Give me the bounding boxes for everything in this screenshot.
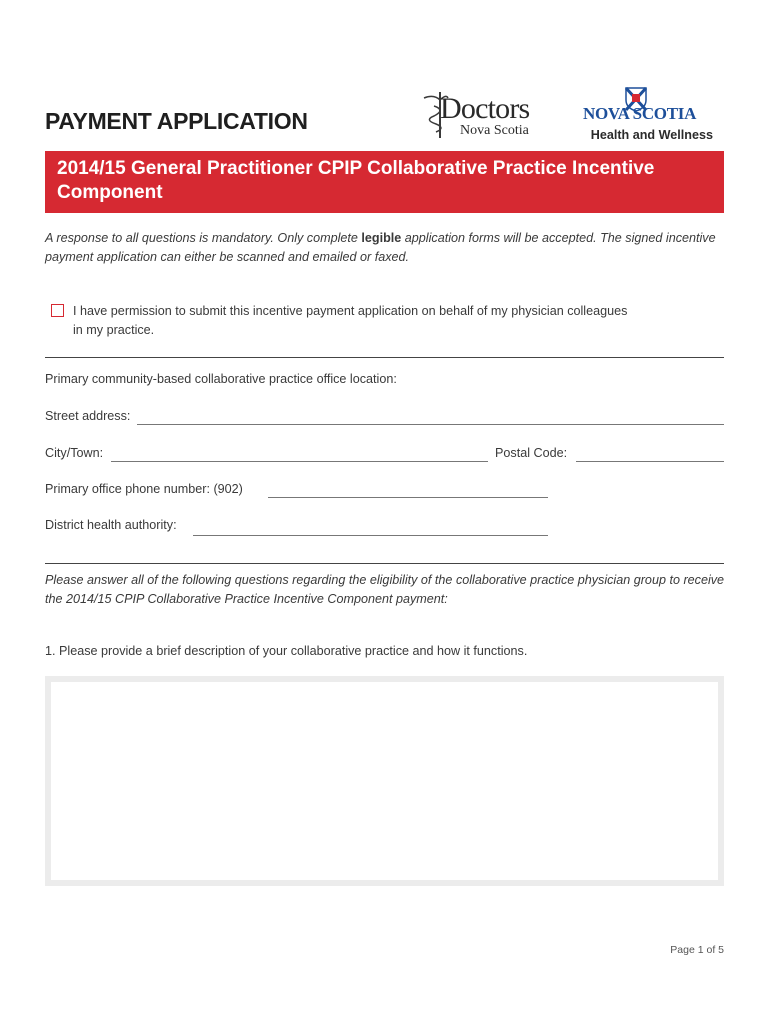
postal-code-label: Postal Code: bbox=[495, 446, 568, 460]
office-phone-field[interactable] bbox=[268, 497, 548, 498]
district-health-authority-field[interactable] bbox=[193, 535, 548, 536]
form-title: 2014/15 General Practitioner CPIP Collaborative Practice Incentive Component bbox=[57, 158, 655, 203]
instructions-text bbox=[45, 229, 730, 267]
instructions-bold-word: legible bbox=[361, 231, 402, 245]
page-title: PAYMENT APPLICATION bbox=[45, 108, 308, 134]
questions-instructions: Please answer all of the following questions regarding the eligibility of the collaborative practice physician group to receive the 2014/15 CPIP Collaborative Practice Incentive Component payment: bbox=[45, 573, 725, 606]
nova-scotia-logo-text: NOVA SCOTIA bbox=[583, 104, 697, 123]
section-divider bbox=[45, 357, 724, 358]
city-town-label: City/Town: bbox=[45, 446, 104, 460]
office-phone-label: Primary office phone number: (902) bbox=[45, 482, 243, 496]
nova-scotia-health-logo bbox=[578, 86, 713, 148]
doctors-logo-subtext: Nova Scotia bbox=[460, 123, 529, 138]
postal-code-field[interactable] bbox=[576, 461, 724, 462]
page-number: Page 1 of 5 bbox=[670, 944, 724, 956]
street-address-field[interactable] bbox=[137, 424, 724, 425]
instructions-part-1: A response to all questions is mandatory. Only complete bbox=[45, 231, 362, 245]
instructions-part-2: application forms will be accepted. The signed incentive payment application can either be scanned and emailed or faxed. bbox=[45, 231, 716, 264]
doctors-nova-scotia-logo bbox=[420, 88, 560, 144]
health-wellness-logo-text: Health and Wellness bbox=[590, 128, 713, 142]
street-address-label: Street address: bbox=[45, 409, 131, 423]
district-health-authority-label: District health authority: bbox=[45, 518, 177, 532]
question-1-label: 1. Please provide a brief description of your collaborative practice and how it functions. bbox=[45, 644, 528, 658]
location-heading: Primary community-based collaborative practice office location: bbox=[45, 372, 397, 386]
question-1-answer-box[interactable] bbox=[45, 676, 724, 886]
doctors-logo-text: Doctors bbox=[440, 92, 530, 125]
permission-checkbox[interactable] bbox=[51, 304, 64, 317]
form-title-banner bbox=[45, 151, 724, 213]
permission-label: I have permission to submit this incentive payment application on behalf of my physician colleagues in my practice. bbox=[73, 304, 628, 337]
city-town-field[interactable] bbox=[111, 461, 488, 462]
section-divider bbox=[45, 563, 724, 564]
